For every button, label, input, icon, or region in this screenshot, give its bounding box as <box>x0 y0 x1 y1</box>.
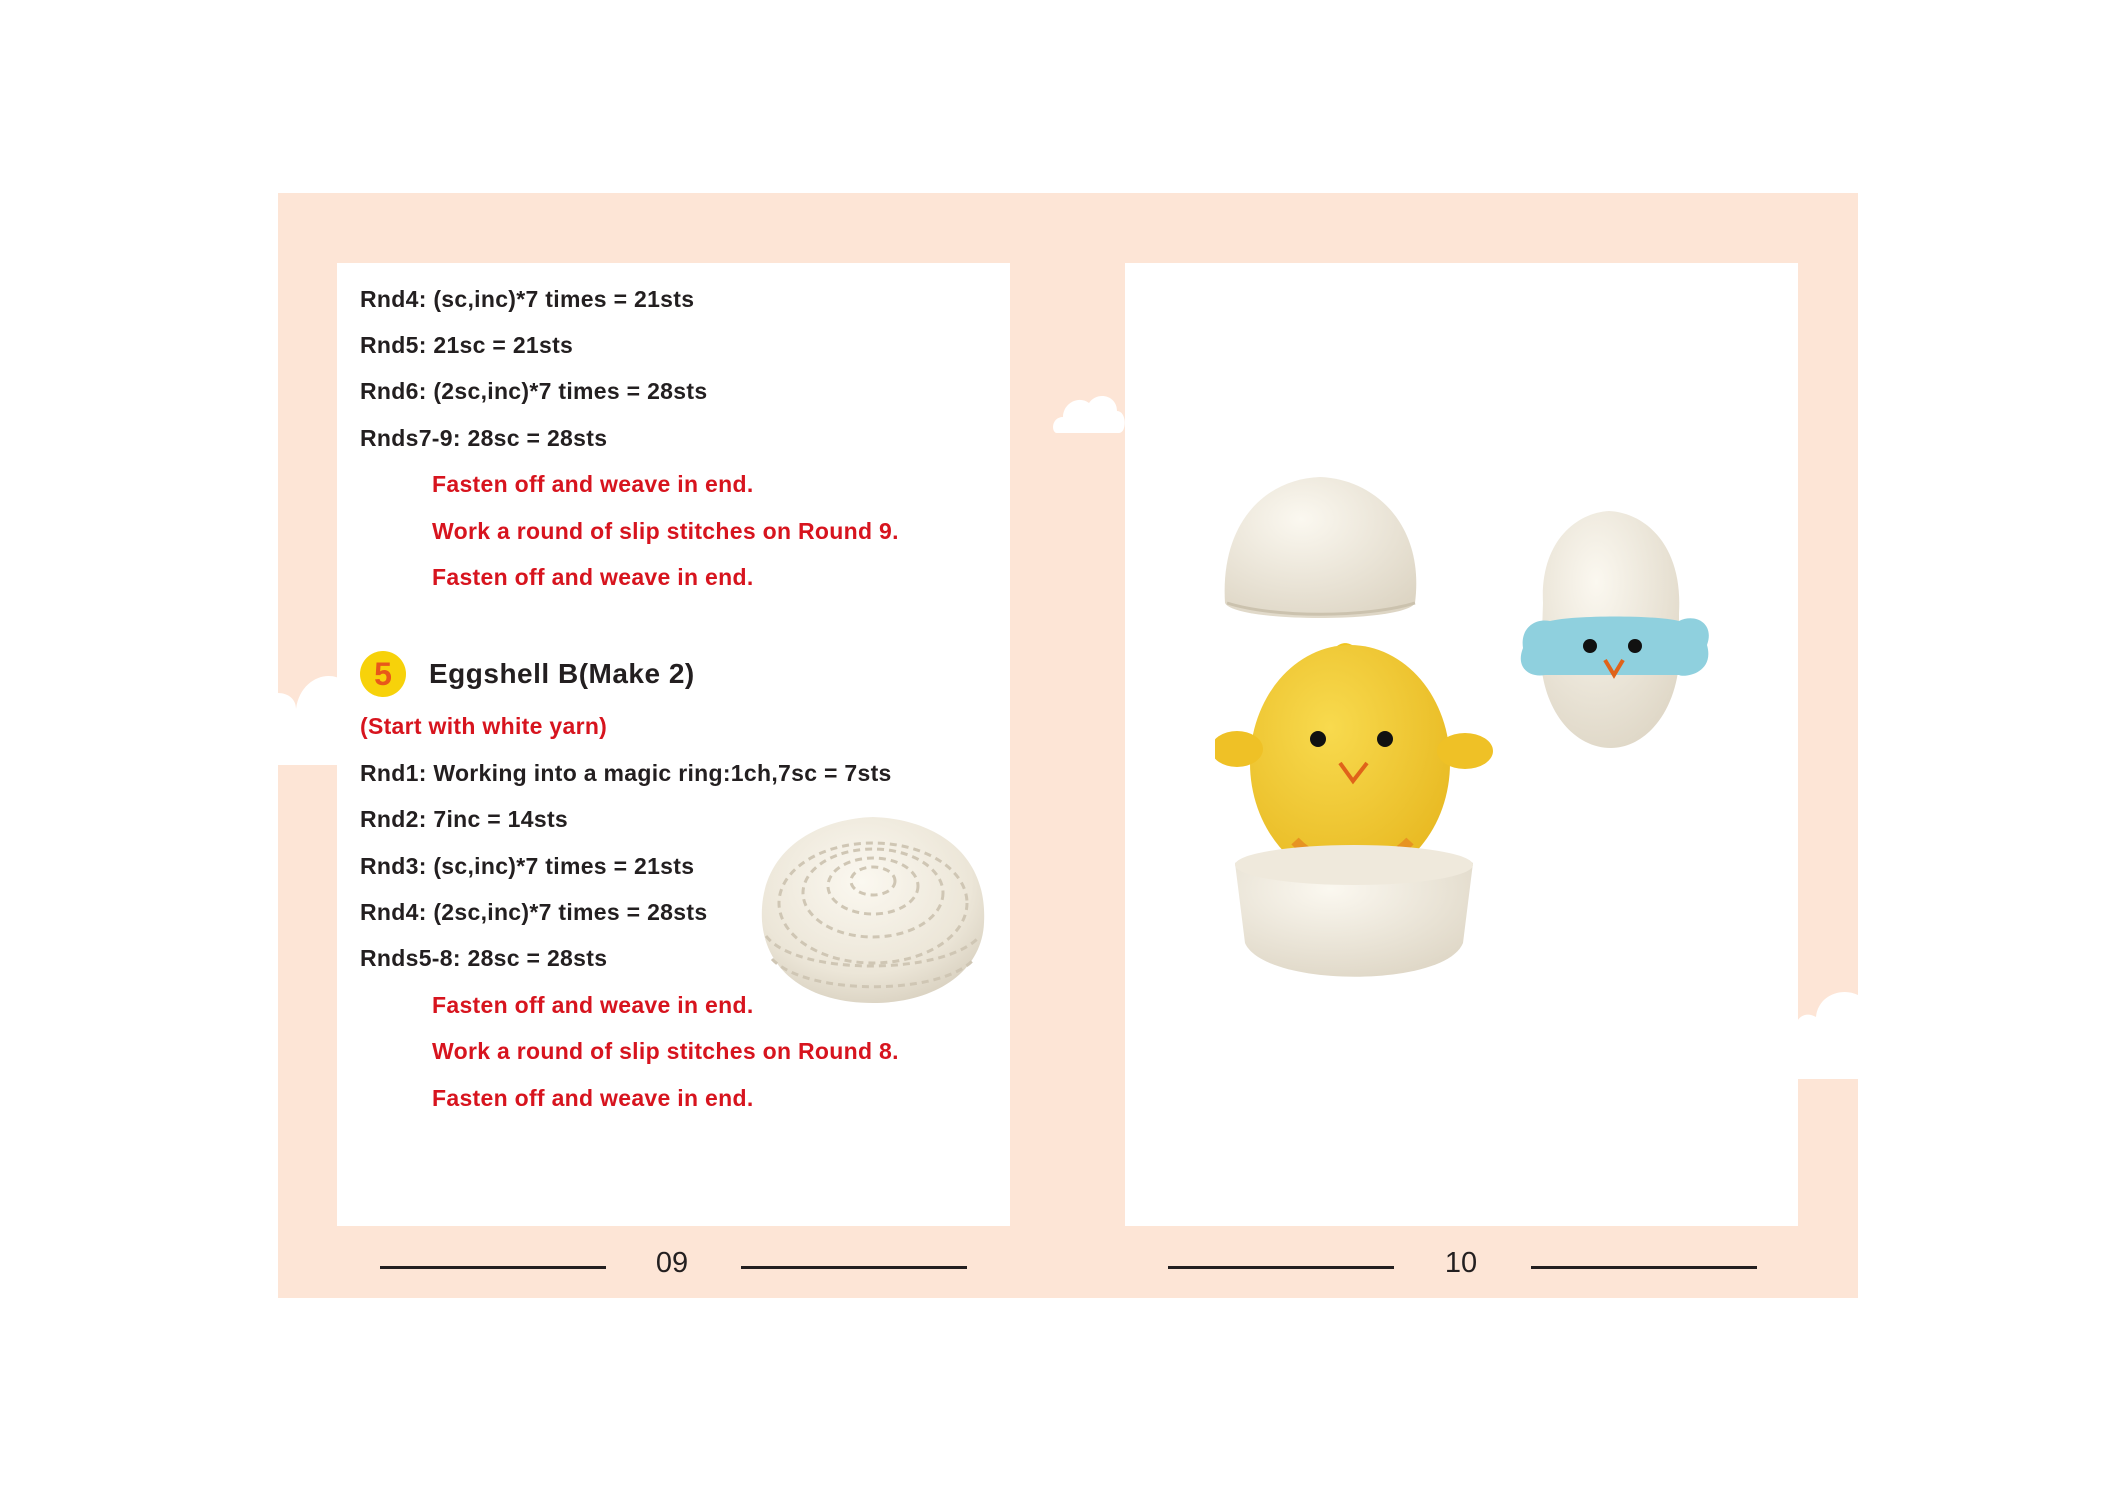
footer-rule <box>741 1266 967 1269</box>
page-number-right: 10 <box>1444 1247 1478 1279</box>
note-line: Work a round of slip stitches on Round 8. <box>432 1038 899 1064</box>
crochet-chicks-photo <box>1215 463 1755 1063</box>
note-line: Fasten off and weave in end. <box>432 1085 754 1111</box>
start-note: (Start with white yarn) <box>360 713 608 739</box>
note-line: Fasten off and weave in end. <box>432 471 754 497</box>
instruction-line: Rnd4: (2sc,inc)*7 times = 28sts <box>360 899 708 925</box>
instruction-line: Rnd4: (sc,inc)*7 times = 21sts <box>360 286 695 312</box>
instruction-line: Rnds7-9: 28sc = 28sts <box>360 425 608 451</box>
book-spread <box>278 193 1858 1298</box>
instruction-line: Rnds5-8: 28sc = 28sts <box>360 945 608 971</box>
eggshell-photo <box>756 811 990 1007</box>
instruction-line: Rnd6: (2sc,inc)*7 times = 28sts <box>360 378 708 404</box>
footer-rule <box>380 1266 606 1269</box>
instruction-line: Rnd3: (sc,inc)*7 times = 21sts <box>360 853 695 879</box>
note-line: Fasten off and weave in end. <box>432 992 754 1018</box>
footer-rule <box>1168 1266 1394 1269</box>
instruction-line: Rnd2: 7inc = 14sts <box>360 806 569 832</box>
cloud-decoration <box>1051 389 1127 435</box>
page-number-left: 09 <box>655 1247 689 1279</box>
instruction-line: Rnd5: 21sc = 21sts <box>360 332 574 358</box>
instruction-line: Rnd1: Working into a magic ring:1ch,7sc = 7sts <box>360 760 892 786</box>
step-title: Eggshell B(Make 2) <box>429 658 695 689</box>
cloud-decoration <box>278 669 346 765</box>
note-line: Work a round of slip stitches on Round 9. <box>432 518 899 544</box>
cloud-decoration <box>1796 987 1858 1079</box>
step-number-badge: 5 <box>360 651 406 697</box>
page-right <box>1125 263 1798 1226</box>
page-left <box>337 263 1010 1226</box>
footer-rule <box>1531 1266 1757 1269</box>
note-line: Fasten off and weave in end. <box>432 564 754 590</box>
